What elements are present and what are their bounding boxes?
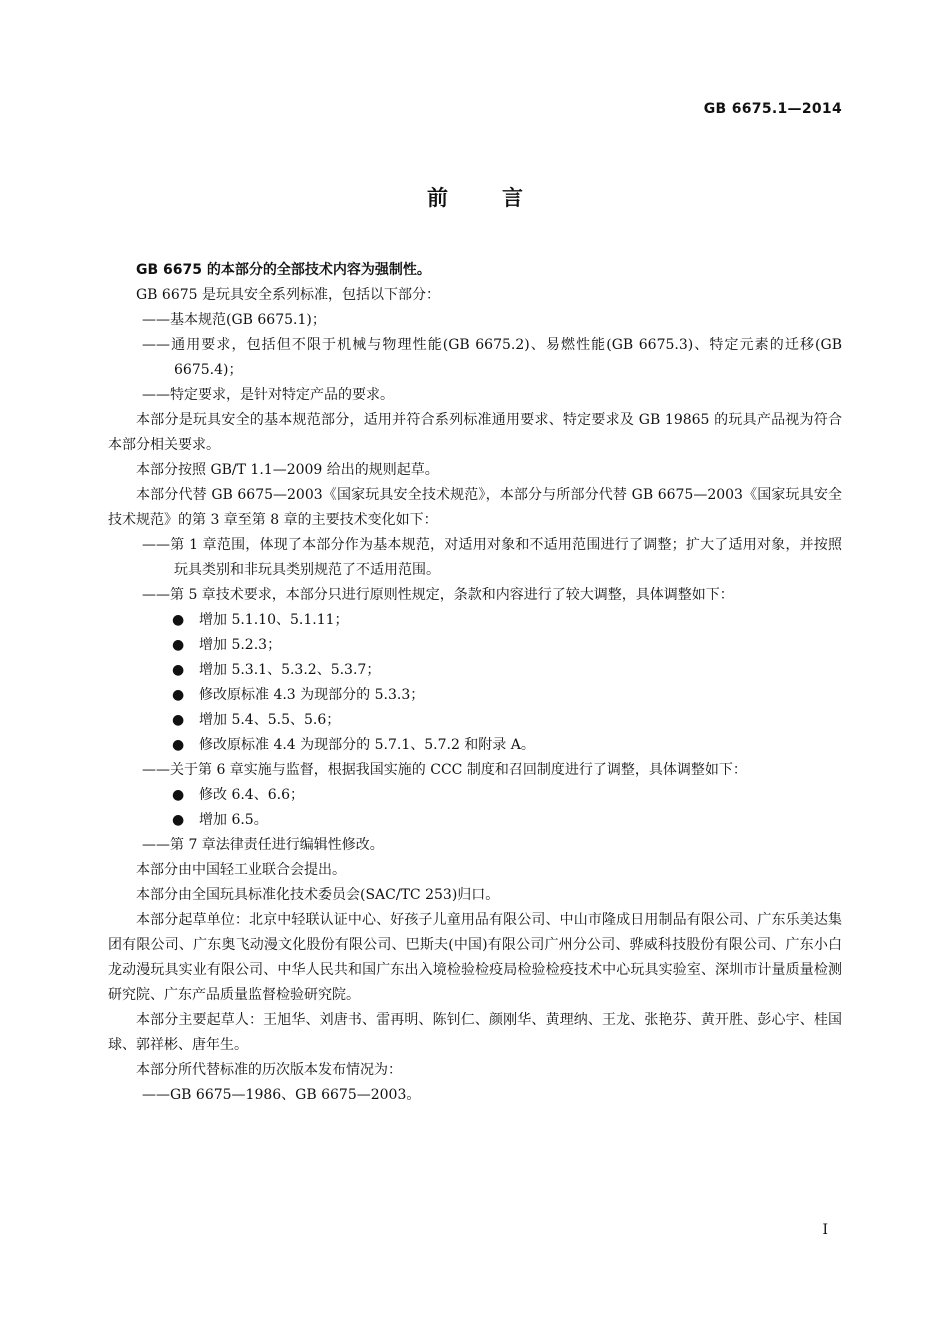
bullet-icon: ● — [172, 812, 185, 828]
dash-item: ——第 7 章法律责任进行编辑性修改。 — [142, 837, 384, 853]
bullet-item — [108, 608, 842, 633]
bullet-icon: ● — [172, 612, 185, 628]
bullet-icon: ● — [172, 712, 185, 728]
bullet-item — [108, 683, 842, 708]
paragraph: 本部分由全国玩具标准化技术委员会(SAC/TC 253)归口。 — [136, 887, 500, 903]
bullet-icon: ● — [172, 737, 185, 753]
paragraph: 本部分所代替标准的历次版本发布情况为： — [136, 1062, 402, 1078]
dash-item: ——第 5 章技术要求，本部分只进行原则性规定，条款和内容进行了较大调整，具体调整如下： — [142, 587, 734, 603]
document-body — [108, 258, 842, 1108]
paragraph: 本部分主要起草人：王旭华、刘唐书、雷再明、陈钊仁、颜刚华、黄理纳、王龙、张艳芬、黄开胜、彭心宇、桂国球、郭祥彬、唐年生。 — [108, 1012, 842, 1053]
bullet-icon: ● — [172, 687, 185, 703]
paragraph: 本部分按照 GB/T 1.1—2009 给出的规则起草。 — [136, 462, 439, 478]
bullet-text: 增加 5.3.1、5.3.2、5.3.7； — [199, 662, 381, 678]
bullet-item — [108, 783, 842, 808]
page-title: 前言 — [427, 186, 577, 210]
bullet-item — [108, 633, 842, 658]
dash-item: ——第 1 章范围，体现了本部分作为基本规范，对适用对象和不适用范围进行了调整；扩大了适用对象，并按照玩具类别和非玩具类别规范了不适用范围。 — [142, 537, 842, 578]
bullet-text: 增加 6.5。 — [199, 812, 268, 828]
bullet-icon: ● — [172, 637, 185, 653]
paragraph: 本部分起草单位：北京中轻联认证中心、好孩子儿童用品有限公司、中山市隆成日用制品有限公司、广东乐美达集团有限公司、广东奥飞动漫文化股份有限公司、巴斯夫(中国)有限公司广州分公司、骅威科技股份有限公司、广东小白龙动漫玩具实业有限公司、中华人民共和国广东出入境检验检疫局检验检疫技术中心玩具实验室、深圳市计量质量检测研究院、广东产品质量监督检验研究院。 — [108, 912, 842, 1003]
bullet-item — [108, 733, 842, 758]
page-number: I — [822, 1222, 828, 1238]
bullet-text: 增加 5.2.3； — [199, 637, 282, 653]
dash-item: ——通用要求，包括但不限于机械与物理性能(GB 6675.2)、易燃性能(GB 6675.3)、特定元素的迁移(GB 6675.4)； — [142, 337, 842, 378]
paragraph: 本部分是玩具安全的基本规范部分，适用并符合系列标准通用要求、特定要求及 GB 19865 的玩具产品视为符合本部分相关要求。 — [108, 412, 842, 453]
standard-code: GB 6675.1—2014 — [703, 101, 842, 117]
paragraph: GB 6675 的本部分的全部技术内容为强制性。 — [136, 262, 431, 278]
bullet-item — [108, 808, 842, 833]
bullet-text: 修改原标准 4.4 为现部分的 5.7.1、5.7.2 和附录 A。 — [199, 737, 535, 753]
dash-item: ——关于第 6 章实施与监督，根据我国实施的 CCC 制度和召回制度进行了调整，具体调整如下： — [142, 762, 747, 778]
paragraph: GB 6675 是玩具安全系列标准，包括以下部分： — [136, 287, 440, 303]
dash-item: ——基本规范(GB 6675.1)； — [142, 312, 326, 328]
bullet-icon: ● — [172, 662, 185, 678]
bullet-item — [108, 658, 842, 683]
bullet-text: 修改原标准 4.3 为现部分的 5.3.3； — [199, 687, 425, 703]
bullet-text: 修改 6.4、6.6； — [199, 787, 304, 803]
paragraph: 本部分代替 GB 6675—2003《国家玩具安全技术规范》，本部分与所部分代替 GB 6675—2003《国家玩具安全技术规范》的第 3 章至第 8 章的主要技术变化如下： — [108, 487, 842, 528]
dash-item: ——特定要求，是针对特定产品的要求。 — [142, 387, 394, 403]
paragraph: 本部分由中国轻工业联合会提出。 — [136, 862, 346, 878]
bullet-item — [108, 708, 842, 733]
bullet-icon: ● — [172, 787, 185, 803]
dash-item: ——GB 6675—1986、GB 6675—2003。 — [142, 1087, 421, 1103]
bullet-text: 增加 5.1.10、5.1.11； — [199, 612, 349, 628]
bullet-text: 增加 5.4、5.5、5.6； — [199, 712, 341, 728]
